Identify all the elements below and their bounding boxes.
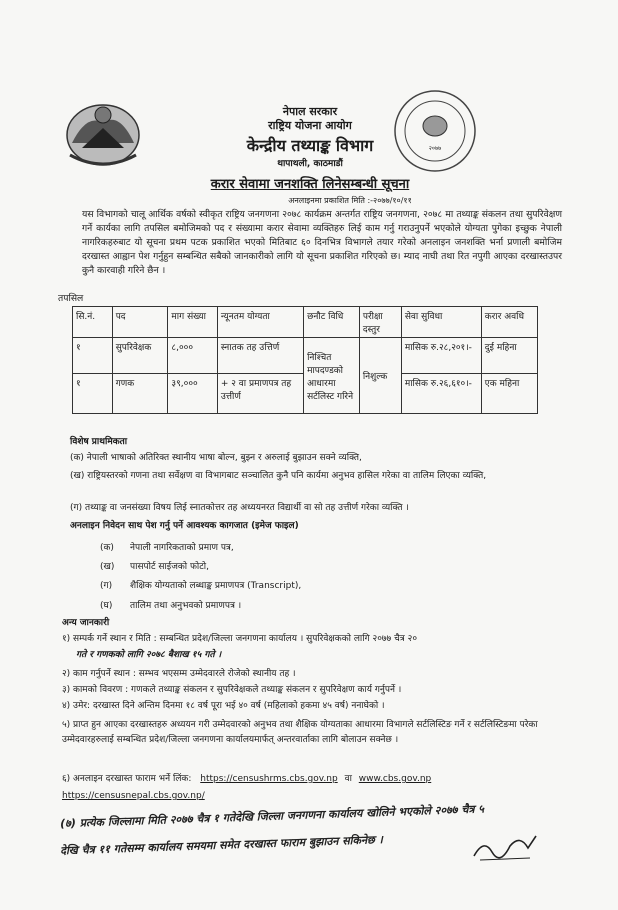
priority-item: (क) नेपाली भाषाको अतिरिक्त स्थानीय भाषा बोल्न, बुझ्न र अरुलाई बुझाउन सक्ने व्यक्ति, [70,453,362,463]
col-header: सेवा सुविधा [401,307,481,338]
cell-selection-method: निश्चित मापदण्डको आधारमा सर्टलिस्ट गरिने [304,338,360,414]
published-date: अनलाइनमा प्रकाशित मिति :-२०७७/१०/११ [288,196,412,205]
documents-title: अनलाइन निवेदन साथ पेश गर्नु पर्ने आवश्यक कागजात (इमेज फाइल) [70,521,299,531]
cell-qualification: स्नातक तह उत्तिर्ण [217,338,303,374]
document-item [100,540,234,553]
department-name: केन्द्रीय तथ्याङ्क विभाग [246,136,374,155]
other-item-4: ४) उमेर: दरखास्त दिने अन्तिम दिनमा १८ वर्ष पूरा भई ४० वर्ष (महिलाको हकमा ४५ वर्ष) ननाघेको । [62,701,385,711]
cell-period: एक महिना [481,374,537,414]
handwritten-note-line-1: (७) प्रत्येक जिल्लामा मिति २०७७ चैत्र १ गतेदेखि जिल्ला जनगणना कार्यालय खोलिने भएकोले २०७७ चैत्र ५ [59,802,485,831]
handwritten-note-line-2: देखि चैत्र ११ गतेसम्म कार्यालय समयमा समेत दरखास्त फाराम बुझाउन सकिनेछ । [59,833,384,858]
commission-name: राष्ट्रिय योजना आयोग [268,119,352,132]
col-header: पद [112,307,168,338]
document-mark: (घ) [100,601,113,611]
notice-title: करार सेवामा जनशक्ति लिनेसम्बन्धी सूचना [210,177,410,192]
priority-title: विशेष प्राथमिकता [70,437,128,447]
document-item [100,578,301,591]
other-item-6-prefix: ६) अनलाइन दरखास्त फाराम भर्ने लिंक: [62,774,192,784]
government-name: नेपाल सरकार [282,105,338,118]
cell-post: गणक [112,374,168,414]
other-item-5: ५) प्राप्त हुन आएका दरखास्तहरु अध्ययन गरी उम्मेदवारको अनुभव तथा शैक्षिक योग्यताका आधारमा विभागले सर्टलिस्टिङ गर्ने र सर्टलिस्टिङमा परेका उम्मेदवारहरुलाई सम्बन्धित प्रदेश/जिल्ला जनगणना कार्यालयमार्फत् अन्तरवार्ताका लागि बोलाउन सक्नेछ । [62,720,538,745]
cell-exam-fee: निशुल्क [359,338,401,414]
other-info-title: अन्य जानकारी [62,618,110,628]
priority-item: (ग) तथ्याङ्क वा जनसंख्या विषय लिई स्नातकोत्तर तह अध्ययनरत विद्यार्थी वा सो तह उत्तीर्ण गरेका व्यक्ति । [70,503,409,513]
cell-qualification: + २ वा प्रमाणपत्र तह उत्तीर्ण [217,374,303,414]
document-item [100,559,209,572]
document-mark: (ग) [100,581,113,591]
intro-paragraph: यस विभागको चालू आर्थिक वर्षको स्वीकृत राष्ट्रिय जनगणना २०७८ कार्यक्रम अन्तर्गत राष्ट्रिय जनगणना, २०७८ मा तथ्याङ्क संकलन तथा सुपरिवेक्षण गर्ने कार्यका लागि तपसिल बमोजिमको पद र संख्यामा करार सेवामा व्यक्तिहरु लिई काम गर्नु गराउनुपर्ने भएकोले योग्यता पुगेका इच्छुक नेपाली नागरिकहरुबाट यो सूचना प्रथम पटक प्रकाशित भएको मितिबाट ६० दिनभित्र विभागले तयार गरेको अनलाइन जनशक्ति भर्ना प्रणाली बमोजिम दरखास्त आह्वान पेश गर्नुहुन सम्बन्धित सबैको जानकारीको लागि यो सूचना प्रकाशित गरिएको छ। म्याद नाघी तथा रित नपुगी आएका दरखास्तउपर कुनै कारवाही गरिने छैन । [82,209,562,276]
other-item-6 [62,773,562,786]
link-censusnepal[interactable]: https://censusnepal.cbs.gov.np/ [62,791,205,801]
link-censusnepal-row [62,790,205,803]
table-row [73,338,538,374]
col-header: परीक्षा दस्तुर [359,307,401,338]
nepal-emblem-icon [62,93,144,169]
cell-salary: मासिक रु.२६,६१०।- [401,374,481,414]
col-header: सि.नं. [73,307,113,338]
vacancy-table [72,306,538,414]
col-header: छनौट विधि [304,307,360,338]
cell-count: ८,००० [168,338,217,374]
tapsil-label: तपसिल [58,293,84,304]
signature-icon [470,828,540,864]
priority-item: (ख) राष्ट्रियस्तरको गणना तथा सर्वेक्षण वा विभागबाट सञ्चालित कुनै पनि कार्यमा अनुभव हासिल गरेका वा तालिम लिएका व्यक्ति, [70,471,487,481]
table-header-row [73,307,538,338]
document-mark: (क) [100,543,114,553]
document-item [100,598,241,611]
document-text: पासपोर्ट साईजको फोटो, [130,562,209,572]
cell-sn: १ [73,338,113,374]
link-cbs[interactable]: www.cbs.gov.np [358,774,432,784]
cell-period: दुई महिना [481,338,537,374]
department-address: थापाथली, काठमाडौं [277,159,343,169]
col-header: माग संख्या [168,307,217,338]
other-item-1: १) सम्पर्क गर्ने स्थान र मिति : सम्बन्धित प्रदेश/जिल्ला जनगणना कार्यालय । सुपरिवेक्षकको लागि २०७७ चैत्र २० [62,634,417,644]
document-text: नेपाली नागरिकताको प्रमाण पत्र, [130,543,234,553]
cell-count: ३९,००० [168,374,217,414]
document-text: शैक्षिक योग्यताको लब्धाङ्क प्रमाणपत्र (Transcript), [130,581,302,591]
other-item-2: २) काम गर्नुपर्ने स्थान : सम्भव भएसम्म उम्मेदवारले रोजेको स्थानीय तह । [62,669,296,679]
document-mark: (ख) [100,562,115,572]
other-item-1-handwritten: गते र गणकको लागि २०७८ बैशाख १५ गते । [76,650,222,660]
cell-salary: मासिक रु.२८,२०१।- [401,338,481,374]
cell-sn: १ [73,374,113,414]
other-item-3: ३) कामको विवरण : गणकले तथ्याङ्क संकलन र सुपरिवेक्षकले तथ्याङ्क संकलन र सुपरिवेक्षण कार्य गर्नुपर्ने । [62,685,402,695]
col-header: न्यूनतम योग्यता [217,307,303,338]
cell-post: सुपरिवेक्षक [112,338,168,374]
document-text: तालिम तथा अनुभवको प्रमाणपत्र । [130,601,242,611]
link-separator: वा [344,774,352,784]
svg-text:२०७७: २०७७ [428,145,442,152]
link-censushrms[interactable]: https://censushrms.cbs.gov.np [200,774,338,784]
col-header: करार अवधि [481,307,537,338]
